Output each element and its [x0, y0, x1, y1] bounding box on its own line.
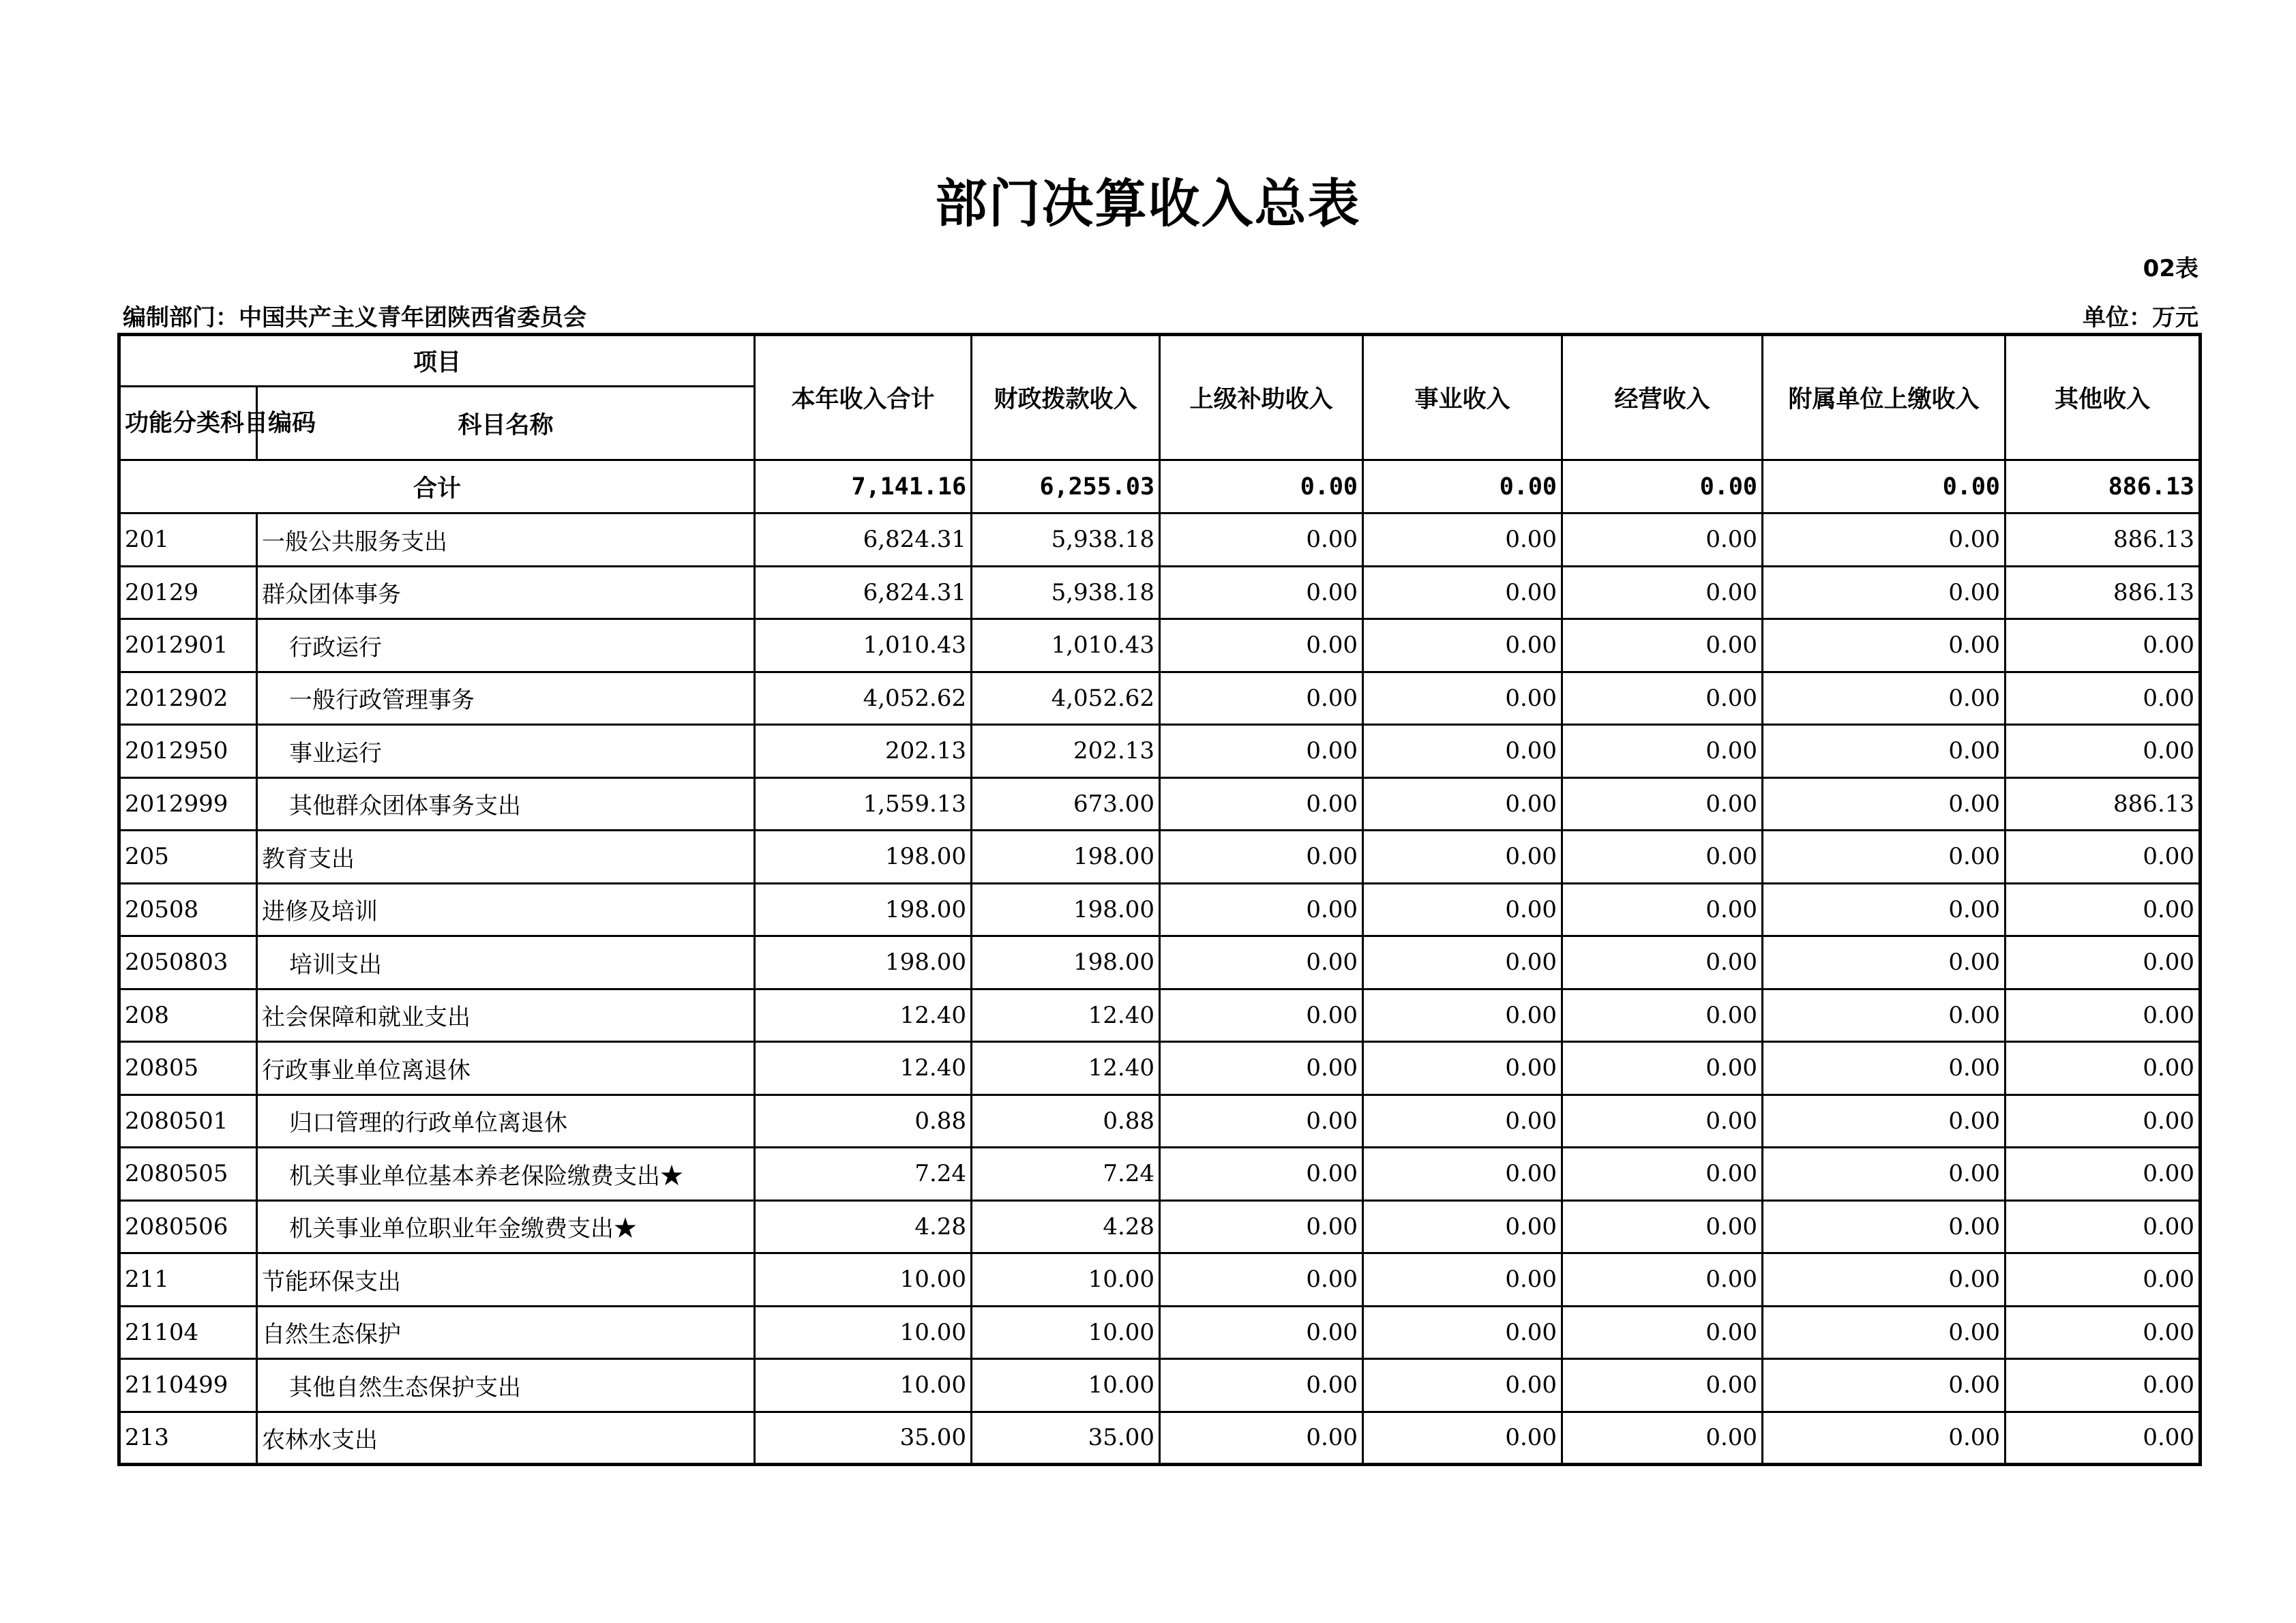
row-value: 0.00: [1363, 725, 1562, 778]
total-cell: 886.13: [2006, 460, 2201, 513]
row-value: 0.00: [1160, 1042, 1363, 1095]
row-name: 一般公共服务支出: [257, 513, 755, 567]
row-value: 0.00: [2006, 883, 2201, 936]
row-code: 20508: [119, 883, 257, 936]
table-row: [119, 513, 2201, 567]
table-row: [119, 1095, 2201, 1148]
total-cell: 7,141.16: [755, 460, 972, 513]
row-value: 0.00: [1363, 777, 1562, 831]
header-business-income: 事业收入: [1363, 335, 1562, 460]
row-value: 0.00: [1363, 566, 1562, 619]
row-value: 0.00: [1160, 936, 1363, 989]
row-value: 0.00: [1763, 1148, 2006, 1201]
row-name: 行政运行: [257, 619, 755, 672]
row-value: 202.13: [755, 725, 972, 778]
row-value: 0.00: [1562, 777, 1763, 831]
row-value: 0.00: [1160, 1148, 1363, 1201]
row-value: 10.00: [755, 1306, 972, 1359]
table-row: [119, 1306, 2201, 1359]
table-row: [119, 883, 2201, 936]
row-value: 0.00: [1763, 513, 2006, 567]
header-function-code: 功能分类科目编码: [119, 387, 257, 460]
row-value: 0.00: [1363, 936, 1562, 989]
table-row: [119, 672, 2201, 725]
row-value: 0.00: [1363, 1412, 1562, 1465]
row-value: 0.00: [2006, 1200, 2201, 1253]
table-row: [119, 1042, 2201, 1095]
row-value: 0.00: [2006, 989, 2201, 1042]
row-value: 10.00: [972, 1253, 1160, 1307]
row-value: 0.00: [1160, 1253, 1363, 1307]
table-row: [119, 1253, 2201, 1307]
row-code: 213: [119, 1412, 257, 1465]
row-value: 0.00: [1763, 1359, 2006, 1412]
row-value: 0.00: [1160, 989, 1363, 1042]
row-code: 211: [119, 1253, 257, 1307]
row-value: 202.13: [972, 725, 1160, 778]
row-value: 198.00: [755, 936, 972, 989]
row-code: 201: [119, 513, 257, 567]
row-value: 7.24: [755, 1148, 972, 1201]
row-value: 0.00: [1562, 989, 1763, 1042]
row-value: 12.40: [972, 1042, 1160, 1095]
row-value: 0.00: [1363, 619, 1562, 672]
row-value: 886.13: [2006, 566, 2201, 619]
row-value: 0.00: [1763, 1095, 2006, 1148]
row-value: 0.00: [2006, 1412, 2201, 1465]
row-value: 0.00: [1763, 1412, 2006, 1465]
row-value: 0.00: [1562, 1412, 1763, 1465]
row-name: 节能环保支出: [257, 1253, 755, 1307]
row-value: 0.00: [1562, 1042, 1763, 1095]
row-value: 0.00: [2006, 725, 2201, 778]
row-value: 0.00: [1160, 777, 1363, 831]
row-value: 0.00: [1363, 1253, 1562, 1307]
row-value: 12.40: [755, 1042, 972, 1095]
header-superior-subsidy: 上级补助收入: [1160, 335, 1363, 460]
row-name: 归口管理的行政单位离退休: [257, 1095, 755, 1148]
row-value: 0.00: [1763, 1253, 2006, 1307]
row-value: 0.00: [1763, 936, 2006, 989]
row-value: 0.00: [1562, 513, 1763, 567]
row-value: 0.00: [1763, 619, 2006, 672]
row-value: 1,010.43: [755, 619, 972, 672]
row-value: 0.00: [1160, 831, 1363, 884]
row-value: 0.00: [2006, 1148, 2201, 1201]
row-value: 0.00: [1562, 1359, 1763, 1412]
row-value: 4,052.62: [755, 672, 972, 725]
total-cell: 0.00: [1562, 460, 1763, 513]
table-row: [119, 936, 2201, 989]
row-value: 198.00: [755, 883, 972, 936]
row-value: 0.00: [1160, 1200, 1363, 1253]
row-value: 0.00: [1160, 1359, 1363, 1412]
header-fiscal-income: 财政拨款收入: [972, 335, 1160, 460]
row-value: 0.00: [2006, 1359, 2201, 1412]
total-cell: 0.00: [1160, 460, 1363, 513]
table-row: [119, 1359, 2201, 1412]
header-operating-income: 经营收入: [1562, 335, 1763, 460]
row-value: 0.00: [1363, 883, 1562, 936]
row-value: 0.00: [1763, 777, 2006, 831]
row-name: 行政事业单位离退休: [257, 1042, 755, 1095]
row-value: 0.00: [1562, 566, 1763, 619]
row-value: 0.00: [1763, 1200, 2006, 1253]
row-value: 0.00: [1363, 513, 1562, 567]
row-name: 自然生态保护: [257, 1306, 755, 1359]
row-value: 35.00: [972, 1412, 1160, 1465]
row-value: 0.00: [1562, 672, 1763, 725]
table-row: [119, 725, 2201, 778]
row-value: 0.00: [2006, 936, 2201, 989]
row-value: 0.00: [2006, 1042, 2201, 1095]
row-value: 0.00: [1763, 831, 2006, 884]
row-value: 198.00: [972, 883, 1160, 936]
row-value: 0.00: [1363, 989, 1562, 1042]
row-value: 0.00: [1562, 1306, 1763, 1359]
row-value: 10.00: [972, 1359, 1160, 1412]
row-value: 0.00: [2006, 1306, 2201, 1359]
row-value: 198.00: [972, 831, 1160, 884]
row-value: 0.00: [1562, 725, 1763, 778]
row-value: 886.13: [2006, 513, 2201, 567]
row-value: 0.00: [1160, 1306, 1363, 1359]
row-value: 0.00: [2006, 1095, 2201, 1148]
row-value: 0.00: [1160, 725, 1363, 778]
row-value: 0.00: [1763, 883, 2006, 936]
row-name: 事业运行: [257, 725, 755, 778]
row-value: 0.00: [1562, 831, 1763, 884]
header-item: 项目: [119, 335, 755, 387]
row-name: 培训支出: [257, 936, 755, 989]
page-title: 部门决算收入总表: [935, 173, 1361, 234]
row-value: 0.00: [1160, 883, 1363, 936]
row-value: 0.00: [1763, 672, 2006, 725]
total-cell: 0.00: [1363, 460, 1562, 513]
row-value: 0.00: [1160, 619, 1363, 672]
row-value: 35.00: [755, 1412, 972, 1465]
header-other-income: 其他收入: [2006, 335, 2201, 460]
row-value: 0.00: [1763, 566, 2006, 619]
row-value: 10.00: [755, 1253, 972, 1307]
table-row: [119, 777, 2201, 831]
row-value: 5,938.18: [972, 513, 1160, 567]
row-value: 0.00: [1763, 1042, 2006, 1095]
row-value: 0.00: [1160, 1095, 1363, 1148]
row-value: 0.00: [1562, 619, 1763, 672]
header-subject-name: 科目名称: [257, 387, 755, 460]
row-value: 0.00: [1363, 1359, 1562, 1412]
unit-label: 单位：万元: [2083, 304, 2198, 331]
row-value: 10.00: [972, 1306, 1160, 1359]
row-code: 20805: [119, 1042, 257, 1095]
row-value: 0.00: [1562, 936, 1763, 989]
table-row: [119, 1412, 2201, 1465]
row-name: 一般行政管理事务: [257, 672, 755, 725]
row-code: 208: [119, 989, 257, 1042]
row-value: 0.00: [1160, 513, 1363, 567]
row-name: 群众团体事务: [257, 566, 755, 619]
row-value: 0.88: [972, 1095, 1160, 1148]
row-code: 2012999: [119, 777, 257, 831]
table-number: 02表: [2143, 255, 2198, 282]
row-value: 12.40: [972, 989, 1160, 1042]
table-row: [119, 1200, 2201, 1253]
row-value: 198.00: [755, 831, 972, 884]
row-value: 12.40: [755, 989, 972, 1042]
row-code: 205: [119, 831, 257, 884]
row-value: 0.00: [1160, 1412, 1363, 1465]
row-value: 0.88: [755, 1095, 972, 1148]
row-code: 2080501: [119, 1095, 257, 1148]
row-code: 2012950: [119, 725, 257, 778]
row-value: 0.00: [1363, 672, 1562, 725]
row-value: 1,559.13: [755, 777, 972, 831]
row-value: 0.00: [2006, 831, 2201, 884]
row-value: 4.28: [755, 1200, 972, 1253]
row-value: 0.00: [1363, 1042, 1562, 1095]
row-value: 0.00: [2006, 672, 2201, 725]
row-name: 农林水支出: [257, 1412, 755, 1465]
row-code: 2110499: [119, 1359, 257, 1412]
total-label: 合计: [119, 460, 755, 513]
table-row: [119, 989, 2201, 1042]
row-value: 0.00: [1363, 1095, 1562, 1148]
row-code: 2012901: [119, 619, 257, 672]
row-name: 其他自然生态保护支出: [257, 1359, 755, 1412]
table-row: [119, 831, 2201, 884]
row-name: 进修及培训: [257, 883, 755, 936]
row-value: 0.00: [1562, 1148, 1763, 1201]
table-header: [119, 335, 2201, 460]
row-value: 0.00: [1562, 1253, 1763, 1307]
row-name: 机关事业单位基本养老保险缴费支出★: [257, 1148, 755, 1201]
row-value: 0.00: [1562, 883, 1763, 936]
row-code: 2080506: [119, 1200, 257, 1253]
row-value: 0.00: [1562, 1200, 1763, 1253]
row-value: 0.00: [1160, 672, 1363, 725]
row-value: 4.28: [972, 1200, 1160, 1253]
table-row: [119, 566, 2201, 619]
row-code: 2080505: [119, 1148, 257, 1201]
total-cell: 0.00: [1763, 460, 2006, 513]
row-value: 6,824.31: [755, 513, 972, 567]
row-value: 10.00: [755, 1359, 972, 1412]
header-total-income: 本年收入合计: [755, 335, 972, 460]
income-summary-table: [117, 333, 2202, 1466]
row-value: 0.00: [1562, 1095, 1763, 1148]
row-value: 0.00: [2006, 1253, 2201, 1307]
row-value: 0.00: [1363, 1306, 1562, 1359]
row-value: 886.13: [2006, 777, 2201, 831]
row-value: 0.00: [1363, 1200, 1562, 1253]
row-value: 7.24: [972, 1148, 1160, 1201]
row-value: 0.00: [1160, 566, 1363, 619]
row-value: 0.00: [1763, 989, 2006, 1042]
row-value: 0.00: [1763, 1306, 2006, 1359]
table-row: [119, 1148, 2201, 1201]
row-value: 4,052.62: [972, 672, 1160, 725]
row-name: 其他群众团体事务支出: [257, 777, 755, 831]
row-value: 1,010.43: [972, 619, 1160, 672]
row-value: 5,938.18: [972, 566, 1160, 619]
total-row: [119, 460, 2201, 513]
department-label: 编制部门：中国共产主义青年团陕西省委员会: [123, 304, 586, 331]
row-name: 机关事业单位职业年金缴费支出★: [257, 1200, 755, 1253]
row-value: 0.00: [1763, 725, 2006, 778]
row-code: 2050803: [119, 936, 257, 989]
row-name: 社会保障和就业支出: [257, 989, 755, 1042]
header-affiliated-income: 附属单位上缴收入: [1763, 335, 2006, 460]
row-value: 0.00: [1363, 831, 1562, 884]
row-code: 21104: [119, 1306, 257, 1359]
total-cell: 6,255.03: [972, 460, 1160, 513]
row-value: 6,824.31: [755, 566, 972, 619]
table-row: [119, 619, 2201, 672]
row-value: 0.00: [2006, 619, 2201, 672]
table-body: [119, 460, 2201, 1465]
row-value: 673.00: [972, 777, 1160, 831]
row-code: 20129: [119, 566, 257, 619]
row-name: 教育支出: [257, 831, 755, 884]
row-value: 198.00: [972, 936, 1160, 989]
row-value: 0.00: [1363, 1148, 1562, 1201]
row-code: 2012902: [119, 672, 257, 725]
